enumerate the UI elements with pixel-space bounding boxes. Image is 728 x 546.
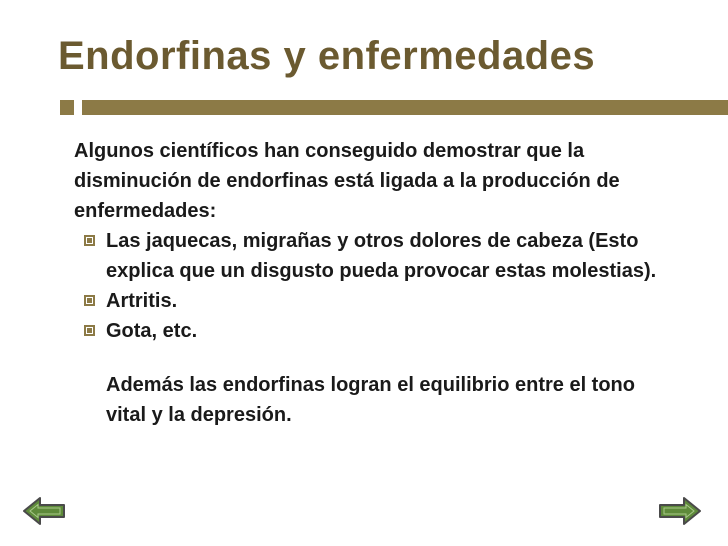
slide-title: Endorfinas y enfermedades — [58, 34, 596, 78]
bullet-item — [74, 226, 674, 286]
next-slide-button[interactable] — [658, 496, 702, 526]
arrow-left-icon — [22, 496, 66, 526]
divider-bar — [82, 100, 728, 115]
bullet-text: Artritis. — [106, 290, 178, 312]
bullet-item — [74, 316, 674, 346]
bullet-list — [74, 226, 674, 346]
closing-paragraph: Además las endorfinas logran el equilibrio entre el tono vital y la depresión. — [106, 374, 635, 426]
square-bullet-icon — [84, 295, 95, 306]
arrow-right-icon — [658, 496, 702, 526]
bullet-item — [74, 286, 674, 316]
slide-body — [74, 136, 674, 430]
bullet-text: Las jaquecas, migrañas y otros dolores de cabeza (Esto explica que un disgusto pueda provocar estas molestias). — [106, 230, 657, 282]
prev-slide-button[interactable] — [22, 496, 66, 526]
divider-square — [60, 100, 74, 115]
square-bullet-icon — [84, 325, 95, 336]
intro-paragraph: Algunos científicos han conseguido demostrar que la disminución de endorfinas está ligada a la producción de enfermedades: — [74, 140, 620, 222]
bullet-text: Gota, etc. — [106, 320, 198, 342]
square-bullet-icon — [84, 235, 95, 246]
